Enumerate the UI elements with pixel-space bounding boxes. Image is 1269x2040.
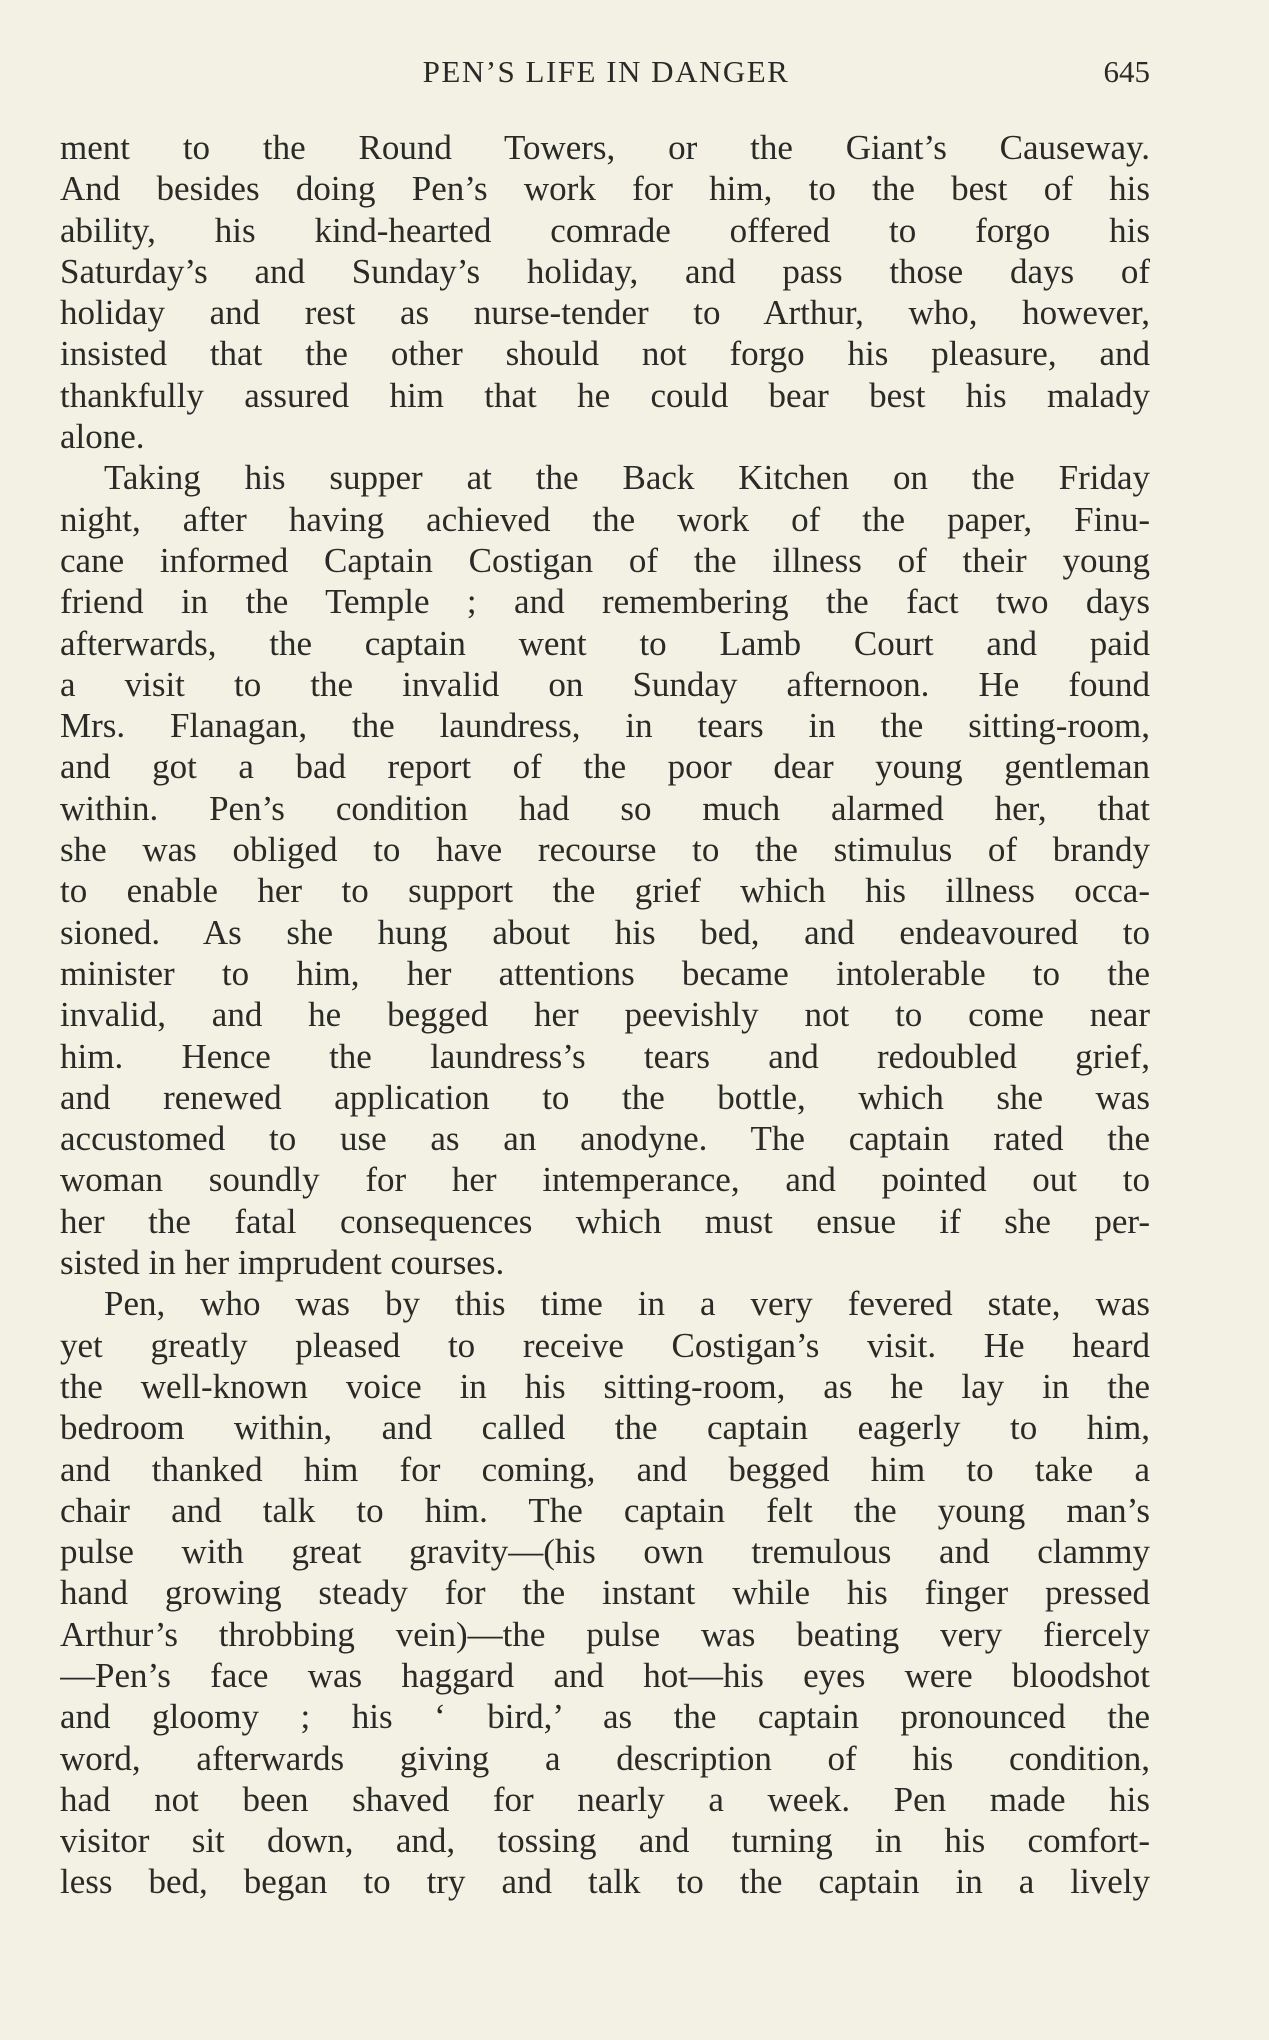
text-line: and gloomy ; his ‘ bird,’ as the captain pronounced the <box>60 1697 1150 1737</box>
text-line: ability, his kind-hearted comrade offered to forgo his <box>60 210 1150 250</box>
text-line: alone. <box>60 417 145 457</box>
text-line: word, afterwards giving a description of his condition, <box>60 1738 1150 1778</box>
text-line: ment to the Round Towers, or the Giant’s Causeway. <box>60 128 1150 167</box>
text-line: sioned. As she hung about his bed, and endeavoured to <box>60 912 1150 952</box>
page-number: 645 <box>1103 54 1150 89</box>
text-line: minister to him, her attentions became intolerable to the <box>60 953 1150 993</box>
text-line: woman soundly for her intemperance, and pointed out to <box>60 1160 1150 1200</box>
text-line: hand growing steady for the instant while his finger pressed <box>60 1573 1150 1613</box>
body-text <box>60 127 1150 1903</box>
text-line: night, after having achieved the work of the paper, Finu- <box>60 499 1150 539</box>
text-line: thankfully assured him that he could bear best his malady <box>60 375 1150 415</box>
text-line: she was obliged to have recourse to the stimulus of brandy <box>60 830 1150 870</box>
text-line: —Pen’s face was haggard and hot—his eyes were bloodshot <box>60 1655 1150 1695</box>
text-line: Saturday’s and Sunday’s holiday, and pass those days of <box>60 251 1150 291</box>
text-line: the well-known voice in his sitting-room, as he lay in the <box>60 1366 1150 1406</box>
text-line: less bed, began to try and talk to the captain in a lively <box>60 1862 1150 1902</box>
text-line: afterwards, the captain went to Lamb Court and paid <box>60 623 1150 663</box>
text-line: sisted in her imprudent courses. <box>60 1243 505 1283</box>
text-line: visitor sit down, and, tossing and turning in his comfort- <box>60 1821 1150 1861</box>
text-line: invalid, and he begged her peevishly not to come near <box>60 995 1150 1035</box>
text-line: Mrs. Flanagan, the laundress, in tears in the sitting-room, <box>60 706 1150 746</box>
text-line: Arthur’s throbbing vein)—the pulse was beating very fiercely <box>60 1614 1150 1654</box>
text-line: him. Hence the laundress’s tears and redoubled grief, <box>60 1036 1150 1076</box>
text-line: chair and talk to him. The captain felt the young man’s <box>60 1490 1150 1530</box>
text-line: to enable her to support the grief which his illness occa- <box>60 871 1150 911</box>
text-line: Taking his supper at the Back Kitchen on the Friday <box>104 458 1150 498</box>
text-line: pulse with great gravity—(his own tremulous and clammy <box>60 1532 1150 1572</box>
text-line: yet greatly pleased to receive Costigan’s visit. He heard <box>60 1325 1150 1365</box>
text-line: insisted that the other should not forgo his pleasure, and <box>60 334 1150 374</box>
text-line: a visit to the invalid on Sunday afternoon. He found <box>60 664 1150 704</box>
text-line: had not been shaved for nearly a week. Pen made his <box>60 1779 1150 1819</box>
text-line: and thanked him for coming, and begged him to take a <box>60 1449 1150 1489</box>
text-line: friend in the Temple ; and remembering the fact two days <box>60 582 1150 622</box>
text-line: within. Pen’s condition had so much alarmed her, that <box>60 788 1150 828</box>
text-line: And besides doing Pen’s work for him, to the best of his <box>60 169 1150 209</box>
text-line: accustomed to use as an anodyne. The captain rated the <box>60 1119 1150 1159</box>
text-line: cane informed Captain Costigan of the illness of their young <box>60 540 1150 580</box>
running-head <box>62 50 1150 94</box>
text-line: holiday and rest as nurse-tender to Arthur, who, however, <box>60 293 1150 333</box>
running-title: PEN’S LIFE IN DANGER <box>422 54 790 89</box>
text-line: her the fatal consequences which must ensue if she per- <box>60 1201 1150 1241</box>
text-line: bedroom within, and called the captain eagerly to him, <box>60 1408 1150 1448</box>
text-line: and got a bad report of the poor dear young gentleman <box>60 747 1150 787</box>
text-line: and renewed application to the bottle, which she was <box>60 1077 1150 1117</box>
text-line: Pen, who was by this time in a very fevered state, was <box>104 1284 1150 1324</box>
